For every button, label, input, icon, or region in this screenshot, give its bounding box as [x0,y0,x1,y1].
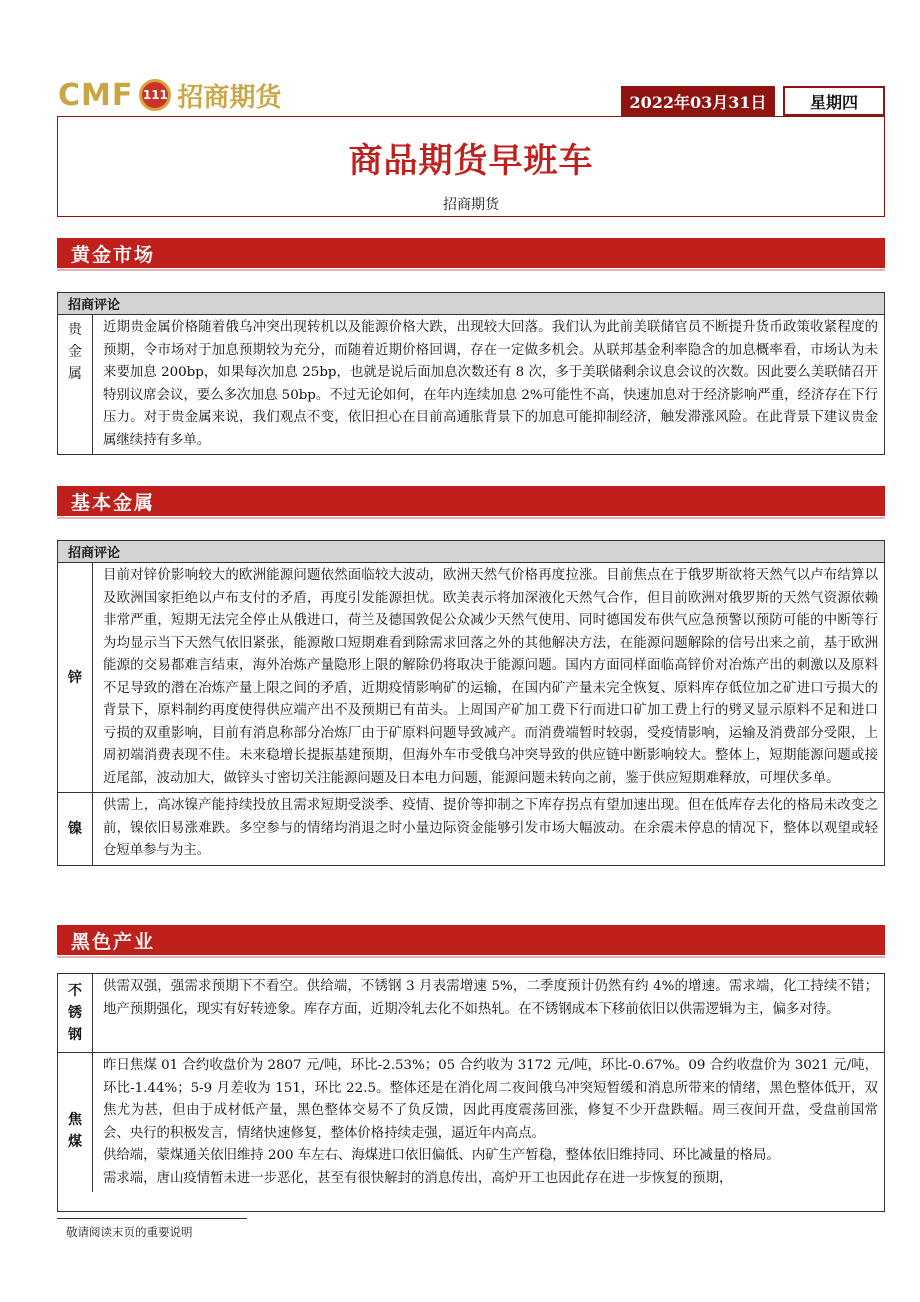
row-text-coking-coal [93,1053,884,1192]
logo-brand-text: 招商期货 [177,82,282,113]
table-header: 招商评论 [58,293,884,315]
row-text-zinc: 目前对锌价影响较大的欧洲能源问题依然面临较大波动，欧洲天然气价格再度拉涨。目前焦点在于俄罗斯欲将天然气以卢布结算以及欧洲国家拒绝以卢布支付的矛盾，再度引发能源担忧。欧美表示将加深液化天然气合作，但目前欧洲对俄罗斯的天然气资源依赖非常严重，短期无法完全停止从俄进口，荷兰及德国敦促公众减少天然气使用、同时德国发布供气应急预警以预防可能的中断等行为均显示当下天然气依旧紧张，能源敞口短期难看到除需求回落之外的其他解决方法，在能源问题解除的信号出来之前，基于欧洲能源的交易都难言结束，海外冶炼产量隐形上限的解除仍将取决于能源问题。国内方面同样面临高锌价对冶炼产出的刺激以及原料不足导致的潜在冶炼产量上限之间的矛盾，近期疫情影响矿的运输，在国内矿产量未完全恢复、原料库存低位加之矿进口亏损大的背景下，原料制约再度使得供应端产出不及预期已有苗头。上周国产矿加工费下行而进口矿加工费上行的劈叉显示原料不足和进口亏损的双重影响，目前有消息称部分冶炼厂由于矿原料问题导致减产。而消费端暂时较弱，受疫情影响，运输及消费部分受限，上周初端消费表现不佳。未来稳增长提振基建预期，但海外车市受俄乌冲突导致的供应链中断影响较大。整体上，短期能源问题或接近尾部，波动加大，做锌头寸密切关注能源问题及日本电力问题，能源问题未转向之前，鉴于供应短期难释放，可埋伏多单。 [103,568,878,786]
coking-coal-paragraph: 供给端，蒙煤通关依旧维持 200 车左右、海煤进口依旧偏低、内矿生产暂稳，整体依旧维持同、环比减量的格局。 [103,1148,780,1163]
logo-badge-icon: 111 [139,79,171,111]
base-metals-comment-table [57,540,885,866]
logo-cmf-text: CMF [58,77,134,113]
row-label-coking-coal: 焦煤 [58,1053,93,1192]
row-label-precious-metals: 贵金属 [58,315,93,454]
title-box [57,116,885,217]
section-heading-base-metals: 基本金属 [57,486,885,516]
row-label-nickel: 镍 [58,793,93,865]
company-logo [58,76,281,114]
report-weekday: 星期四 [783,86,885,116]
table-row [58,563,884,793]
row-text-stainless-steel: 供需双强，强需求预期下不看空。供给端，不锈钢 3 月表需增速 5%，二季度预计仍然有约 4%的增速。需求端，化工持续不错；地产预期强化，现实有好转迹象。库存方面，近期冷轧去化不如热轧。在不锈钢成本下移前依旧以供需逻辑为主，偏多对待。 [103,979,878,1017]
row-text-precious-metals: 近期贵金属价格随着俄乌冲突出现转机以及能源价格大跌，出现较大回落。我们认为此前美联储官员不断提升货币政策收紧程度的预期，令市场对于加息预期较为充分，而随着近期价格回调，存在一定做多机会。从联邦基金利率隐含的加息概率看，市场认为未来要加息 200bp，如果每次加息 25bp，也就是说后面加息次数还有 8 次，多于美联储剩余议息会议的次数。因此要么美联储召开特别议席会议，要么多次加息 50bp。不过无论如何，在年内连续加息 2%可能性不高，快速加息对于经济影响严重，经济存在下行压力。对于贵金属来说，我们观点不变，依旧担心在目前高通胀背景下的加息可能抑制经济，触发滞涨风险。在此背景下建议贵金属继续持有多单。 [103,320,878,448]
table-row [58,974,884,1053]
section-heading-black: 黑色产业 [57,925,885,955]
black-industry-table [57,973,885,1212]
report-date: 2022年03月31日 [621,86,775,116]
footer-note: 敬请阅读末页的重要说明 [66,1225,193,1239]
row-label-stainless-steel: 不锈钢 [58,974,93,1052]
page-subtitle: 招商期货 [443,197,499,213]
row-text-nickel: 供需上，高冰镍产能持续投放且需求短期受淡季、疫情、提价等抑制之下库存拐点有望加速出现。但在低库存去化的格局未改变之前，镍依旧易涨难跌。多空参与的情绪均消退之时小量边际资金能够引发市场大幅波动。在余震未停息的情况下，整体以观望或轻仓短单参与为主。 [103,798,878,858]
coking-coal-paragraph: 昨日焦煤 01 合约收盘价为 2807 元/吨，环比-2.53%；05 合约收为 3172 元/吨，环比-0.67%。09 合约收盘价为 3021 元/吨，环比-1.44%；5-9 月差收为 151，环比 22.5。整体还是在消化周二夜间俄乌冲突短暂缓和消息所带来的情绪，黑色整体低开，双焦尤为甚，但由于成材低产量，黑色整体交易不了负反馈，因此再度震荡回涨，修复不少开盘跌幅。周三夜间开盘，受盘前国常会、央行的积极发言，情绪快速修复，整体价格持续走强，逼近年内高点。 [103,1058,878,1141]
page-title: 商品期货早班车 [348,141,594,181]
section-heading-gold: 黄金市场 [57,238,885,268]
footer-divider [57,1218,247,1219]
table-row [58,1053,884,1192]
table-row [58,315,884,454]
gold-comment-table [57,292,885,455]
row-label-zinc: 锌 [58,563,93,792]
table-header: 招商评论 [58,541,884,563]
table-row [58,793,884,865]
coking-coal-paragraph: 需求端，唐山疫情暂未进一步恶化，甚至有很快解封的消息传出，高炉开工也因此存在进一步恢复的预期， [103,1170,733,1186]
